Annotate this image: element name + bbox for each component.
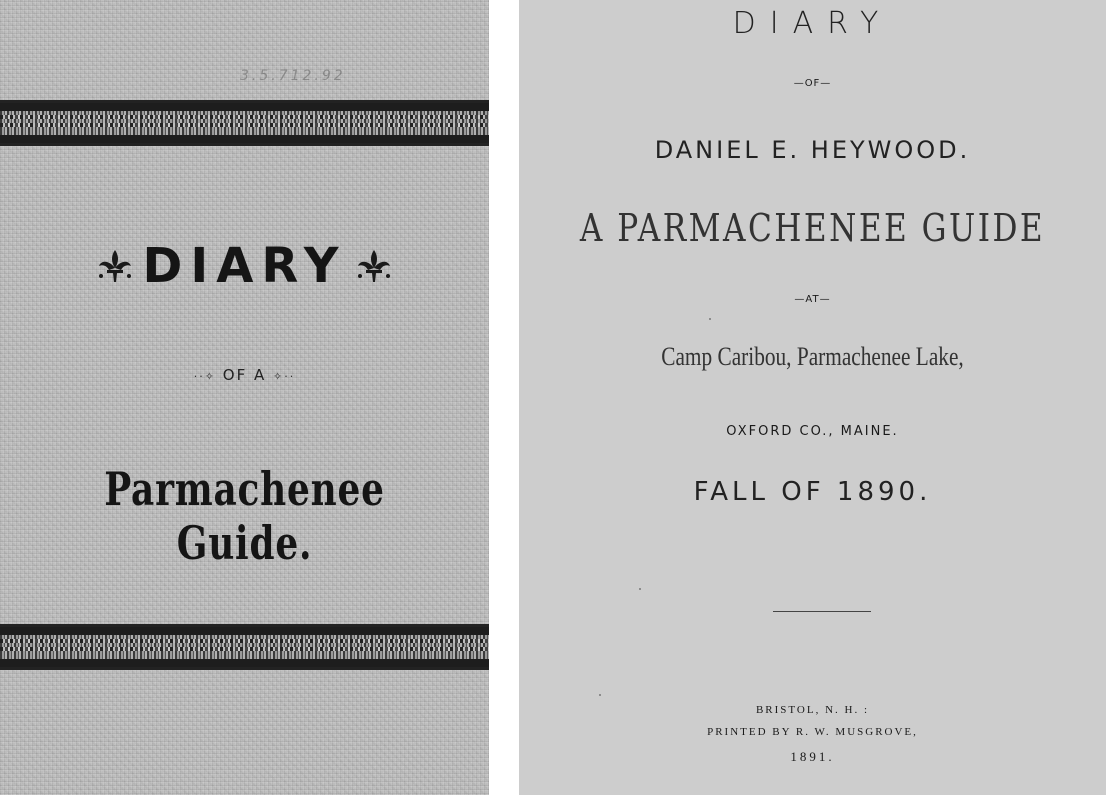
imprint-city: BRISTOL, N. H. : xyxy=(755,704,870,716)
location-line: Camp Caribou, Parmachenee Lake, xyxy=(661,342,964,371)
imprint-year: 1891. xyxy=(790,749,835,764)
title-page-at-line: —AT— xyxy=(794,294,831,305)
paper-speck xyxy=(639,588,641,590)
fleur-de-lis-icon xyxy=(354,246,394,286)
fleur-de-lis-icon xyxy=(95,246,135,286)
cover-title: DIARY xyxy=(142,238,347,294)
divider-rule xyxy=(773,611,871,612)
paper-speck xyxy=(599,694,601,696)
title-page-title: DIARY xyxy=(732,6,893,41)
cover-subtitle: Parmachenee Guide. xyxy=(104,462,385,570)
author-name: DANIEL E. HEYWOOD. xyxy=(654,136,971,164)
paper-speck xyxy=(709,318,711,320)
decorative-band-top xyxy=(0,100,489,146)
title-page-subtitle: A PARMACHENEE GUIDE xyxy=(579,206,1046,250)
title-page xyxy=(519,0,1106,795)
cover-title-row xyxy=(0,238,489,294)
decorative-band-bottom xyxy=(0,624,489,670)
pencil-annotation: 3.5.712.92 xyxy=(240,68,346,84)
imprint-printer: PRINTED BY R. W. MUSGROVE, xyxy=(707,726,918,738)
title-page-of-line: —OF— xyxy=(793,78,832,89)
page-gutter xyxy=(489,0,519,795)
county-line: OXFORD CO., MAINE. xyxy=(726,424,899,439)
cover-of-line xyxy=(0,366,489,384)
season-line: FALL OF 1890. xyxy=(693,477,932,507)
ornament-left-icon: ··✧ xyxy=(193,370,216,383)
ornament-right-icon: ✧·· xyxy=(273,370,296,383)
cover-of-text: OF A xyxy=(222,366,267,384)
cover-page xyxy=(0,0,489,795)
